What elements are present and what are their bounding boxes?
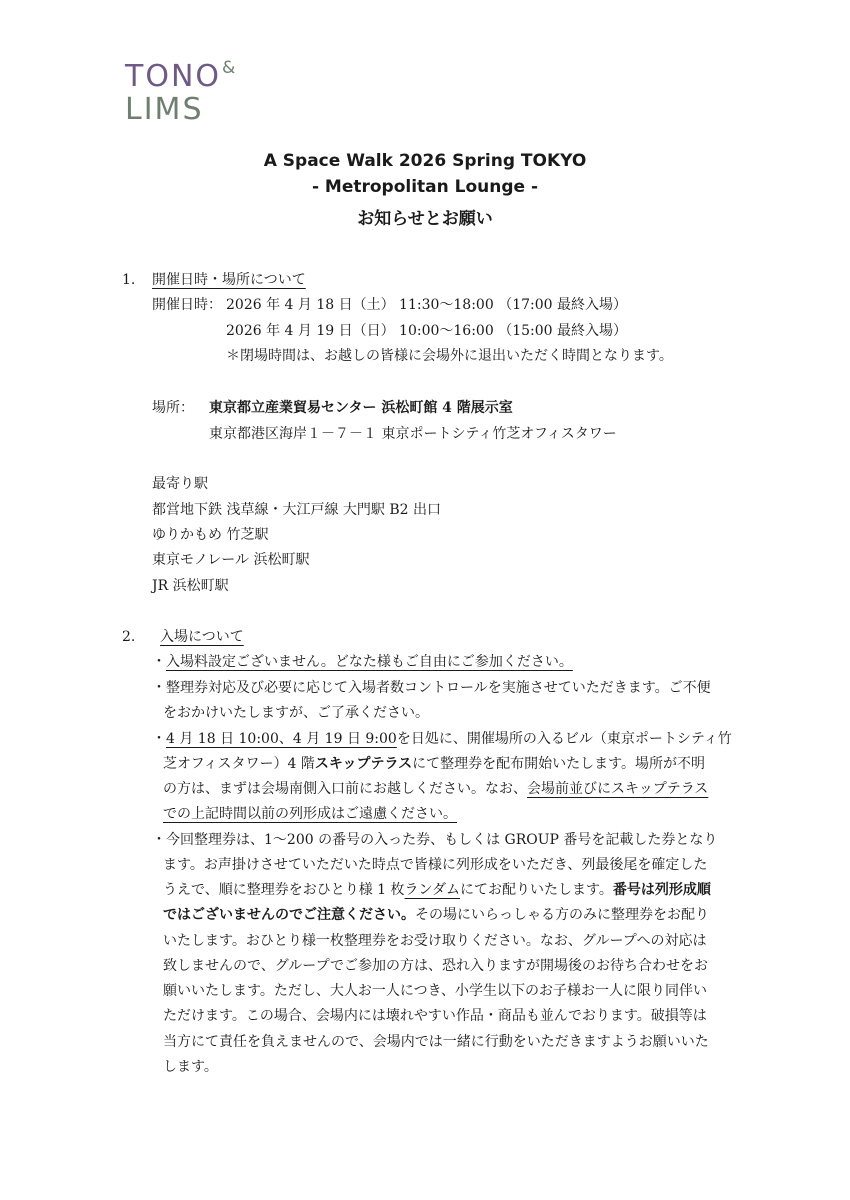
bullet-3-text-4: の方は、まずは会場南側入口前にお越しください。なお、 [163, 781, 527, 797]
brand-logo [125, 60, 237, 125]
document-subtitle: お知らせとお願い [357, 209, 493, 229]
title-line-1: A Space Walk 2026 Spring TOKYO [263, 151, 587, 171]
bullet-3-text-1: を日処に、開催場所の入るビル（東京ポートシティ竹 [396, 731, 732, 747]
bullet-2-line-1: 整理券対応及び必要に応じて入場者数コントロールを実施させていただきます。ご不便 [166, 680, 711, 696]
bullet-4-text-4: その場にいらっしゃる方のみに整理券をお配り [415, 907, 709, 923]
bullet-3 [152, 729, 732, 749]
place-label: 場所： [152, 400, 194, 416]
bullet-1 [152, 652, 573, 672]
bullet-4-line-2: ます。お声掛けさせていただいた時点で皆様に列形成をいただき、列最後尾を確定した [163, 857, 708, 873]
logo-word-lims: LIMS [125, 92, 204, 127]
bullet-3-warning-2: での上記時間以前の列形成はご遠慮ください。 [163, 806, 457, 822]
title-line-2: - Metropolitan Lounge - [311, 177, 539, 197]
station-item: 東京モノレール 浜松町駅 [152, 552, 310, 568]
logo-line-1 [125, 60, 237, 92]
bullet-3-text-2: 芝オフィスタワー）4 階 [163, 756, 315, 772]
bullet-3-line-3 [163, 779, 708, 799]
place-name: 東京都立産業貿易センター 浜松町館 4 階展示室 [209, 400, 513, 416]
stations-label: 最寄り駅 [152, 476, 208, 492]
distribution-time: 4 月 18 日 10:00、4 月 19 日 9:00 [166, 731, 397, 747]
bullet-4-text-3a: うえで、順に整理券をおひとり様 1 枚 [163, 882, 405, 898]
bullet-2 [152, 678, 711, 698]
bullet-mark: ・ [152, 680, 166, 696]
place-address: 東京都港区海岸１－７－１ 東京ポートシティ竹芝オフィスタワー [209, 426, 617, 442]
bullet-4-text-3b: にてお配りいたします。 [459, 882, 613, 898]
section-1-number: 1. [122, 272, 136, 288]
bullet-4-line-8: ただけます。この場合、会場内には壊れやすい作品・商品も並んでおります。破損等は [163, 1008, 707, 1024]
station-item: ゆりかもめ 竹芝駅 [152, 527, 269, 543]
bullet-4-line-1: 今回整理券は、1〜200 の番号の入った券、もしくは GROUP 番号を記載した券となり [166, 832, 718, 848]
bullet-2-line-2: をおかけいたしますが、ご了承ください。 [163, 705, 429, 721]
logo-word-tono: TONO [125, 59, 221, 94]
bullet-4-line-4 [163, 905, 709, 925]
bullet-4-line-10: します。 [163, 1059, 218, 1075]
date-line-1: 2026 年 4 月 18 日（土） 11:30〜18:00 （17:00 最終入場） [226, 297, 627, 313]
bullet-4-line-7: 願いいたします。ただし、大人お一人につき、小学生以下のお子様お一人に限り同伴い [163, 983, 708, 999]
bullet-4-bold-2: ではございませんのでご注意ください。 [163, 907, 415, 923]
bullet-mark: ・ [152, 832, 166, 848]
bullet-4-line-6: 致しませんので、グループでご参加の方は、恐れ入りますが開場後のお待ち合わせをお [163, 958, 709, 974]
station-item: JR 浜松町駅 [152, 578, 229, 594]
bullet-3-line-2 [163, 754, 705, 774]
section-2-number: 2. [122, 629, 136, 645]
bullet-1-text: 入場料設定ございません。どなた様もご自由にご参加ください。 [166, 654, 573, 670]
bullet-mark: ・ [152, 731, 166, 747]
section-1-heading: 開催日時・場所について [152, 272, 306, 288]
bullet-4-line-3 [163, 880, 711, 900]
closing-time-note: ＊閉場時間は、お越しの皆様に会場外に退出いただく時間となります。 [226, 348, 673, 364]
section-2-heading: 入場について [160, 629, 244, 645]
random-text: ランダム [404, 882, 460, 898]
logo-ampersand: & [222, 58, 238, 78]
document-title [0, 148, 850, 200]
date-line-2: 2026 年 4 月 19 日（日） 10:00〜16:00 （15:00 最終入場） [226, 323, 627, 339]
bullet-4-line-9: 当方にて責任を負えませんので、会場内では一緒に行動をいただきますようお願いいた [163, 1034, 709, 1050]
bullet-4 [152, 830, 717, 850]
date-label: 開催日時： [152, 297, 222, 313]
bullet-mark: ・ [152, 654, 166, 670]
bullet-3-text-3: にて整理券を配布開始いたします。場所が不明 [412, 756, 706, 772]
skip-terrace: スキップテラス [314, 756, 413, 772]
bullet-4-line-5: いたします。おひとり様一枚整理券をお受け取りください。なお、グループへの対応は [163, 933, 707, 949]
bullet-3-warning-1: 会場前並びにスキップテラス [527, 781, 709, 797]
bullet-4-bold-1: 番号は列形成順 [612, 882, 711, 898]
station-item: 都営地下鉄 浅草線・大江戸線 大門駅 B2 出口 [152, 502, 441, 518]
